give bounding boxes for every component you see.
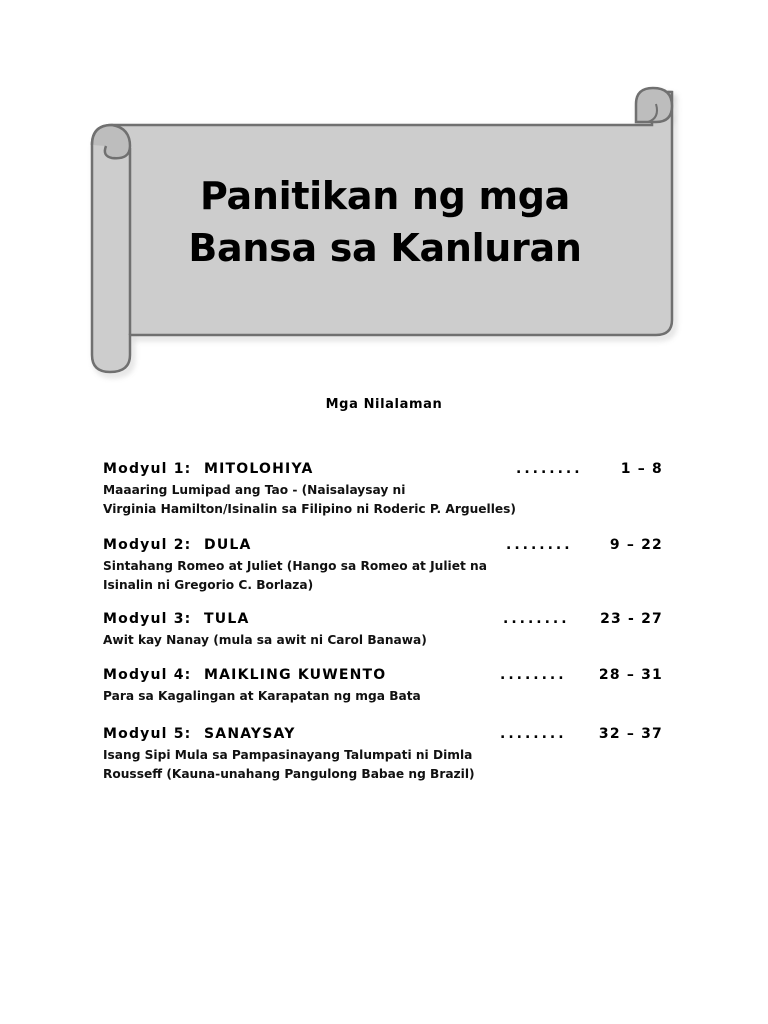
page-range: 32 – 37	[598, 726, 663, 742]
module-label: Modyul 1:	[103, 461, 192, 477]
module-name: MITOLOHIYA	[204, 461, 314, 477]
module-label: Modyul 5:	[103, 726, 192, 742]
description-line: Rousseff (Kauna-unahang Pangulong Babae ng Brazil)	[103, 767, 475, 781]
module-label: Modyul 4:	[103, 667, 192, 683]
description-line: Virginia Hamilton/Isinalin sa Filipino ni Roderic P. Arguelles)	[103, 502, 516, 516]
dot-leader: ........	[500, 726, 567, 742]
toc-entry-modyul-5[interactable]	[103, 726, 663, 784]
module-name: SANAYSAY	[204, 726, 296, 742]
module-name: DULA	[204, 537, 252, 553]
description-line: Sintahang Romeo at Juliet (Hango sa Romeo at Juliet na	[103, 559, 487, 573]
toc-entry-modyul-4[interactable]	[103, 667, 663, 706]
dot-leader: ........	[500, 667, 567, 683]
title-line-2: Bansa sa Kanluran	[188, 226, 582, 270]
description-line: Isang Sipi Mula sa Pampasinayang Talumpati ni Dimla	[103, 748, 473, 762]
module-description	[103, 481, 663, 519]
toc-entry-modyul-2[interactable]	[103, 537, 663, 595]
description-line: Maaaring Lumipad ang Tao - (Naisalaysay ni	[103, 483, 406, 497]
module-description	[103, 631, 663, 650]
toc-entry-modyul-1[interactable]	[103, 461, 663, 519]
scroll-banner	[0, 0, 768, 400]
document-title	[130, 170, 640, 274]
page-range: 23 - 27	[600, 611, 663, 627]
description-line: Para sa Kagalingan at Karapatan ng mga Bata	[103, 689, 421, 703]
module-name: TULA	[204, 611, 250, 627]
module-description	[103, 557, 663, 595]
module-label: Modyul 3:	[103, 611, 192, 627]
module-label: Modyul 2:	[103, 537, 192, 553]
page-range: 1 – 8	[620, 461, 663, 477]
dot-leader: ........	[516, 461, 583, 477]
dot-leader: ........	[503, 611, 570, 627]
module-name: MAIKLING KUWENTO	[204, 667, 387, 683]
module-description	[103, 746, 663, 784]
module-description	[103, 687, 663, 706]
toc-heading: Mga Nilalaman	[325, 397, 443, 412]
toc-entry-modyul-3[interactable]	[103, 611, 663, 650]
title-line-1: Panitikan ng mga	[199, 174, 571, 218]
dot-leader: ........	[506, 537, 573, 553]
description-line: Awit kay Nanay (mula sa awit ni Carol Banawa)	[103, 633, 427, 647]
description-line: Isinalin ni Gregorio C. Borlaza)	[103, 578, 314, 592]
page-range: 28 – 31	[598, 667, 663, 683]
page-range: 9 – 22	[609, 537, 663, 553]
